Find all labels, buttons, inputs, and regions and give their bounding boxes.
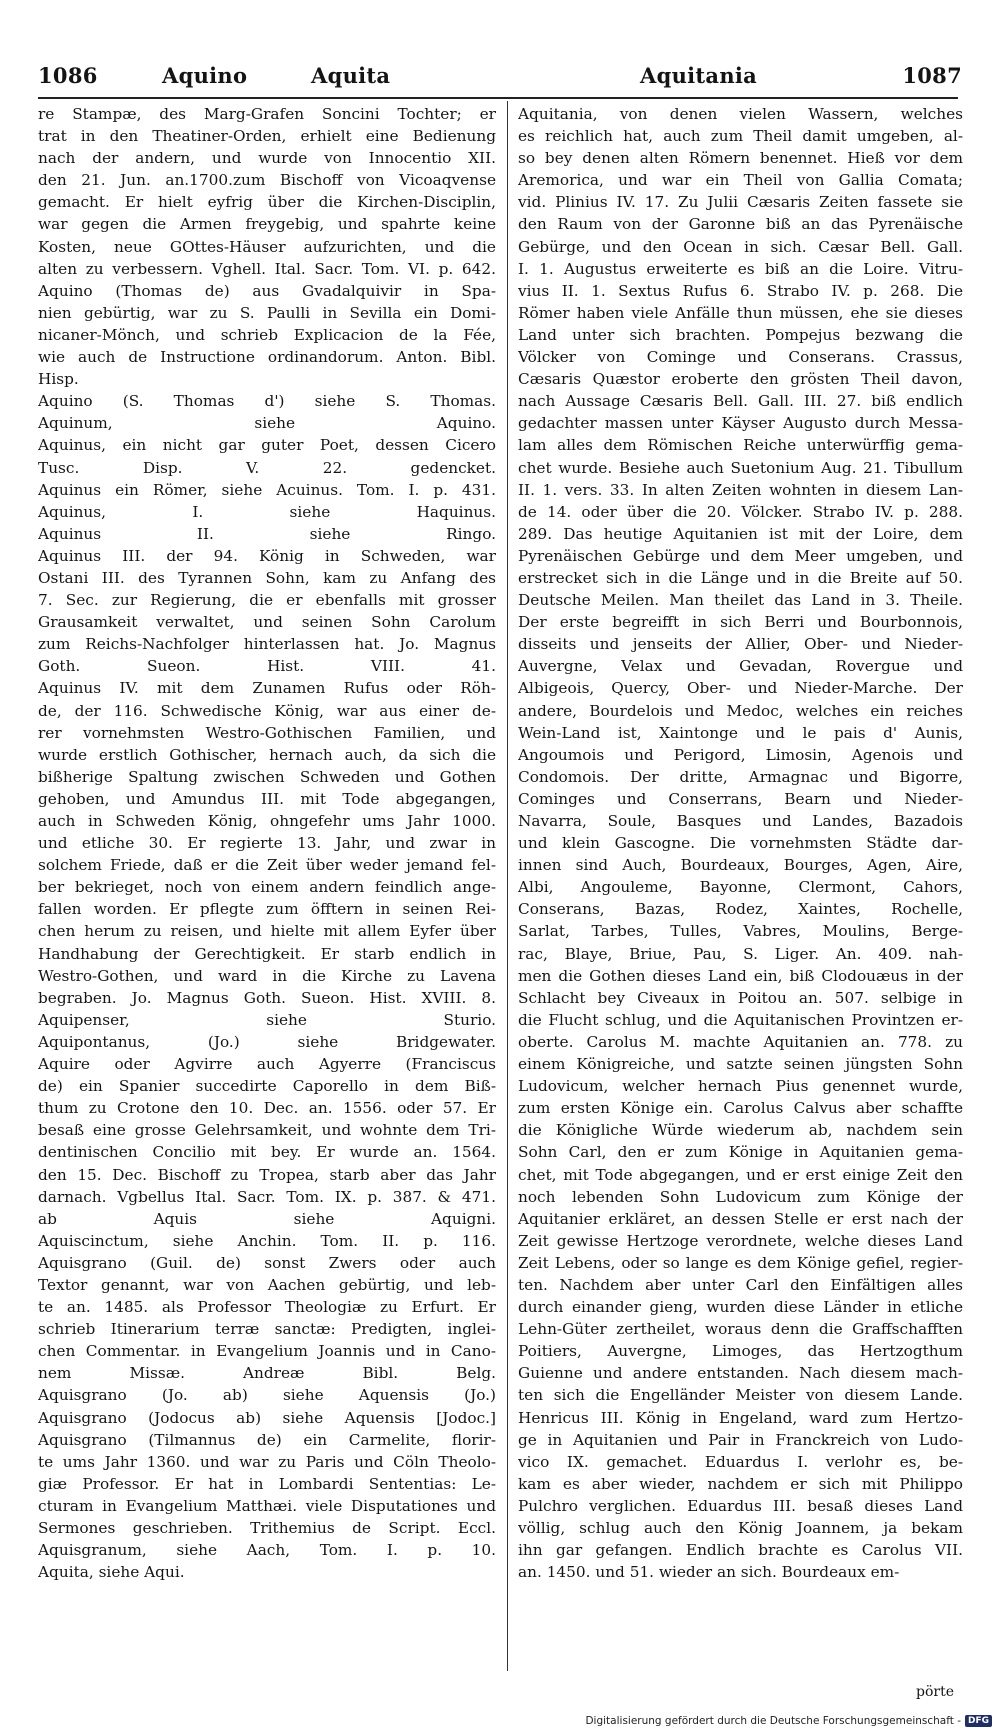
text-line: disseits und jenseits der Allier, Ober- und Nieder- <box>518 635 963 654</box>
text-line: durch einander gieng, wurden diese Länder in etliche <box>518 1298 963 1317</box>
text-line: nicaner-Mönch, und schrieb Explicacion de la Fée, <box>38 325 496 344</box>
text-line: andere, Bourdelois und Medoc, welches ein reiches <box>518 701 963 720</box>
text-line: gedachter massen unter Käyser Augusto durch Messa- <box>518 414 963 433</box>
text-line: Tusc. Disp. V. 22. gedencket. <box>38 458 496 477</box>
text-line: Pyrenäischen Gebürge und dem Meer umgeben, und <box>518 546 963 565</box>
text-line: nem Missæ. Andreæ Bibl. Belg. <box>38 1364 496 1383</box>
text-line: rer vornehmsten Westro-Gothischen Familien, und <box>38 723 496 742</box>
text-line: Lehn-Güter zertheilet, woraus denn die Graffschafften <box>518 1320 963 1339</box>
text-line: Aquire oder Agvirre auch Agyerre (Franciscus <box>38 1055 496 1074</box>
text-line: Aquitanier erkläret, an dessen Stelle er erst nach der <box>518 1209 963 1228</box>
text-line: ge in Aquitanien und Pair in Franckreich von Ludo- <box>518 1430 963 1449</box>
text-line: ten sich die Engelländer Meister von diesem Lande. <box>518 1386 963 1405</box>
text-line: und klein Gascogne. Die vornehmsten Städte dar- <box>518 834 963 853</box>
text-line: so bey denen alten Römern benennet. Hieß vor dem <box>518 149 963 168</box>
text-line: Gebürge, und den Ocean in sich. Cæsar Bell. Gall. <box>518 237 963 256</box>
text-line: I. 1. Augustus erweiterte es biß an die Loire. Vitru- <box>518 259 963 278</box>
text-line: die Königliche Würde wiederum ab, nachdem sein <box>518 1121 963 1140</box>
text-line: trat in den Theatiner-Orden, erhielt eine Bedienung <box>38 127 496 146</box>
text-line: alten zu verbessern. Vghell. Ital. Sacr. Tom. VI. p. 642. <box>38 259 496 278</box>
text-line: war gegen die Armen freygebig, und spahrte keine <box>38 215 496 234</box>
right-running-head: Aquitania <box>640 63 758 88</box>
text-line: Aquisgrano (Guil. de) sonst Zwers oder auch <box>38 1253 496 1272</box>
text-line: de, der 116. Schwedische König, war aus einer de- <box>38 701 496 720</box>
text-line: Der erste begreifft in sich Berri und Bourbonnois, <box>518 613 963 632</box>
text-line: schrieb Itinerarium terræ sanctæ: Predigten, inglei- <box>38 1320 496 1339</box>
text-line: Sarlat, Tarbes, Tulles, Vabres, Moulins, Berge- <box>518 922 963 941</box>
text-line: Aquita, siehe Aqui. <box>38 1563 185 1582</box>
column-divider <box>507 101 508 1671</box>
text-line: erstrecket sich in die Länge und in die Breite auf 50. <box>518 568 963 587</box>
text-line: Aquinus III. der 94. König in Schweden, war <box>38 546 496 565</box>
text-line: Conserans, Bazas, Rodez, Xaintes, Rochelle, <box>518 900 963 919</box>
left-running-head-1: Aquino <box>162 63 248 88</box>
text-line: dentinischen Concilio mit bey. Er wurde an. 1564. <box>38 1143 496 1162</box>
text-line: vid. Plinius IV. 17. Zu Julii Cæsaris Zeiten fassete sie <box>518 193 963 212</box>
footer-credit: Digitalisierung gefördert durch die Deutsche Forschungsgemeinschaft - <box>585 1715 961 1727</box>
text-line: nien gebürtig, war zu S. Paulli in Sevilla ein Domi- <box>38 303 496 322</box>
text-line: Condomois. Der dritte, Armagnac und Bigorre, <box>518 767 963 786</box>
text-line: Aquipontanus, (Jo.) siehe Bridgewater. <box>38 1032 496 1051</box>
text-line: gemacht. Er hielt eyfrig über die Kirchen-Disciplin, <box>38 193 496 212</box>
text-line: zum Reichs-Nachfolger hinterlassen hat. Jo. Magnus <box>38 635 496 654</box>
text-line: fallen worden. Er pflegte zum öfftern in seinen Rei- <box>38 900 496 919</box>
text-line: wie auch de Instructione ordinandorum. Anton. Bibl. <box>38 348 496 367</box>
text-line: cturam in Evangelium Matthæi. viele Disputationes und <box>38 1496 496 1515</box>
text-line: Zeit Lebens, oder so lange es dem Könige gefiel, regier- <box>518 1253 963 1272</box>
text-line: Aquino (S. Thomas d') siehe S. Thomas. <box>38 392 496 411</box>
text-line: chet, mit Tode abgegangen, und er erst einige Zeit den <box>518 1165 963 1184</box>
text-line: Guienne und andere entstanden. Nach diesem mach- <box>518 1364 963 1383</box>
text-line: Cominges und Conserrans, Bearn und Nieder- <box>518 789 963 808</box>
text-line: Handhabung der Gerechtigkeit. Er starb endlich in <box>38 944 496 963</box>
text-line: darnach. Vgbellus Ital. Sacr. Tom. IX. p. 387. & 471. <box>38 1187 496 1206</box>
text-line: ten. Nachdem aber unter Carl den Einfältigen alles <box>518 1275 963 1294</box>
text-line: Textor genannt, war von Aachen gebürtig, und leb- <box>38 1275 496 1294</box>
text-line: Aquinus II. siehe Ringo. <box>38 524 496 543</box>
text-line: 7. Sec. zur Regierung, die er ebenfalls mit grosser <box>38 591 496 610</box>
text-line: Grausamkeit verwaltet, und seinen Sohn Carolum <box>38 613 496 632</box>
text-line: Navarra, Soule, Basques und Landes, Bazadois <box>518 812 963 830</box>
text-line: II. 1. vers. 33. In alten Zeiten wohnten in diesem Lan- <box>518 480 963 499</box>
text-line: Hisp. <box>38 370 79 389</box>
text-line: Aquinus, ein nicht gar guter Poet, dessen Cicero <box>38 436 496 455</box>
text-line: Goth. Sueon. Hist. VIII. 41. <box>38 657 496 676</box>
text-line: Schlacht bey Civeaux in Poitou an. 507. selbige in <box>518 988 963 1007</box>
text-line: völlig, schlug auch den König Joannem, ja bekam <box>518 1519 963 1537</box>
right-page-number: 1087 <box>902 63 962 88</box>
text-line: auch in Schweden König, ohngefehr ums Jahr 1000. <box>38 812 496 830</box>
text-line: 289. Das heutige Aquitanien ist mit der Loire, dem <box>518 524 963 543</box>
text-line: Völcker von Cominge und Conserans. Crassus, <box>518 348 963 367</box>
text-line: Aquino (Thomas de) aus Gvadalquivir in Spa- <box>38 281 496 300</box>
text-line: Aquinus IV. mit dem Zunamen Rufus oder Röh- <box>38 679 496 698</box>
catchword: pörte <box>916 1684 954 1700</box>
text-line: zum ersten Könige ein. Carolus Calvus aber schaffte <box>518 1099 963 1118</box>
text-line: den 21. Jun. an.1700.zum Bischoff von Vicoaqvense <box>38 171 496 190</box>
text-line: Auvergne, Velax und Gevadan, Rovergue und <box>518 657 963 676</box>
footer <box>585 1715 992 1727</box>
text-line: Aquisgrano (Jodocus ab) siehe Aquensis [Jodoc.] <box>38 1408 496 1427</box>
text-line: gehoben, und Amundus III. mit Tode abgegangen, <box>38 789 496 808</box>
text-line: Henricus III. König in Engeland, ward zum Hertzo- <box>518 1408 963 1427</box>
text-line: te ums Jahr 1360. und war zu Paris und Cöln Theolo- <box>38 1452 496 1471</box>
left-page-number: 1086 <box>38 63 98 88</box>
right-column <box>518 103 963 1678</box>
text-line: Cæsaris Quæstor eroberte den grösten Theil davon, <box>518 370 963 389</box>
text-line: re Stampæ, des Marg-Grafen Soncini Tochter; er <box>38 105 496 123</box>
text-line: Deutsche Meilen. Man theilet das Land in 3. Theile. <box>518 591 963 610</box>
text-line: nach der andern, und wurde von Innocentio XII. <box>38 149 496 168</box>
text-line: Land unter sich brachten. Pompejus bezwang die <box>518 325 963 344</box>
text-line: Aquiscinctum, siehe Anchin. Tom. II. p. 116. <box>38 1231 496 1250</box>
text-line: Sohn Carl, den er zum Könige in Aquitanien gema- <box>518 1143 963 1162</box>
text-line: ihn gar gefangen. Endlich brachte es Carolus VII. <box>518 1541 963 1560</box>
text-line: Westro-Gothen, und ward in die Kirche zu Lavena <box>38 966 496 985</box>
text-line: besaß eine grosse Gelehrsamkeit, und wohnte dem Tri- <box>38 1121 496 1140</box>
text-line: Aquinum, siehe Aquino. <box>38 414 496 433</box>
text-line: einem Königreiche, und satzte seinen jüngsten Sohn <box>518 1055 963 1074</box>
page <box>20 55 980 1700</box>
text-line: de) ein Spanier succedirte Caporello in dem Biß- <box>38 1077 496 1096</box>
text-line: Ostani III. des Tyrannen Sohn, kam zu Anfang des <box>38 568 496 587</box>
text-line: kam es aber wieder, nachdem er sich mit Philippo <box>518 1474 963 1493</box>
left-running-head-2: Aquita <box>311 63 391 88</box>
text-line: die Flucht schlug, und die Aquitanischen Provintzen er- <box>518 1010 963 1029</box>
text-line: Aquinus ein Römer, siehe Acuinus. Tom. I. p. 431. <box>38 480 496 499</box>
text-line: chen herum zu reisen, und hielte mit allem Eyfer über <box>38 922 496 941</box>
text-line: Albigeois, Quercy, Ober- und Nieder-Marche. Der <box>518 679 963 698</box>
text-line: Pulchro verglichen. Eduardus III. besaß dieses Land <box>518 1496 963 1515</box>
text-line: solchem Friede, daß er die Zeit über weder jemand fel- <box>38 856 496 875</box>
text-line: innen sind Auch, Bourdeaux, Bourges, Agen, Aire, <box>518 856 963 875</box>
text-line: begraben. Jo. Magnus Goth. Sueon. Hist. XVIII. 8. <box>38 988 496 1007</box>
text-line: wurde erstlich Gothischer, hernach auch, da sich die <box>38 745 496 764</box>
text-line: Ludovicum, welcher hernach Pius genennet wurde, <box>518 1077 963 1096</box>
text-line: te an. 1485. als Professor Theologiæ zu Erfurt. Er <box>38 1298 496 1317</box>
text-line: es reichlich hat, auch zum Theil damit umgeben, al- <box>518 127 963 146</box>
text-line: Aquisgrano (Tilmannus de) ein Carmelite, florir- <box>38 1430 496 1449</box>
text-line: ber bekrieget, noch von einem andern feindlich ange- <box>38 878 496 897</box>
text-line: Aquisgrano (Jo. ab) siehe Aquensis (Jo.) <box>38 1386 496 1405</box>
text-line: vico IX. gemachet. Eduardus I. verlohr es, be- <box>518 1452 963 1471</box>
text-line: und etliche 30. Er regierte 13. Jahr, und zwar in <box>38 834 496 853</box>
text-line: ab Aquis siehe Aquigni. <box>38 1209 496 1228</box>
text-line: Poitiers, Auvergne, Limoges, das Hertzogthum <box>518 1342 963 1361</box>
text-line: Zeit gewisse Hertzoge verordnete, welche dieses Land <box>518 1231 963 1250</box>
text-line: Aremorica, und war ein Theil von Gallia Comata; <box>518 171 963 190</box>
left-column <box>38 103 496 1678</box>
text-line: de 14. oder über die 20. Völcker. Strabo IV. p. 288. <box>518 502 963 521</box>
text-line: Albi, Angouleme, Bayonne, Clermont, Cahors, <box>518 878 963 897</box>
text-line: Aquinus, I. siehe Haquinus. <box>38 502 496 521</box>
text-line: Aquipenser, siehe Sturio. <box>38 1010 496 1029</box>
text-line: nach Aussage Cæsaris Bell. Gall. III. 27. biß endlich <box>518 392 963 411</box>
text-line: men die Gothen dieses Land ein, biß Clodouæus in der <box>518 966 963 985</box>
text-line: Wein-Land ist, Xaintonge und le pais d' Aunis, <box>518 723 963 742</box>
text-line: vius II. 1. Sextus Rufus 6. Strabo IV. p. 268. Die <box>518 281 963 300</box>
text-line: Römer haben viele Anfälle thun müssen, ehe sie dieses <box>518 303 963 322</box>
dfg-logo: DFG <box>965 1715 992 1727</box>
text-line: Angoumois und Perigord, Limosin, Agenois und <box>518 745 963 764</box>
text-line: chen Commentar. in Evangelium Joannis und in Cano- <box>38 1342 496 1361</box>
text-line: oberte. Carolus M. machte Aquitanien an. 778. zu <box>518 1032 963 1051</box>
header-rule <box>38 97 958 99</box>
text-line: chet wurde. Besiehe auch Suetonium Aug. 21. Tibullum <box>518 458 963 477</box>
text-line: Sermones geschrieben. Trithemius de Script. Eccl. <box>38 1519 496 1537</box>
text-line: Aquitania, von denen vielen Wassern, welches <box>518 105 963 123</box>
text-line: den 15. Dec. Bischoff zu Tropea, starb aber das Jahr <box>38 1165 496 1184</box>
text-line: Kosten, neue GOttes-Häuser aufzurichten, und die <box>38 237 496 256</box>
text-line: den Raum von der Garonne biß an das Pyrenäische <box>518 215 963 234</box>
text-line: thum zu Crotone den 10. Dec. an. 1556. oder 57. Er <box>38 1099 496 1118</box>
text-line: an. 1450. und 51. wieder an sich. Bourdeaux em- <box>518 1563 900 1582</box>
text-line: lam alles dem Römischen Reiche unterwürffig gema- <box>518 436 963 455</box>
text-line: giæ Professor. Er hat in Lombardi Sententias: Le- <box>38 1474 496 1493</box>
text-line: Aquisgranum, siehe Aach, Tom. I. p. 10. <box>38 1541 496 1560</box>
text-line: noch lebenden Sohn Ludovicum zum Könige der <box>518 1187 963 1206</box>
text-line: bißherige Spaltung zwischen Schweden und Gothen <box>38 767 496 786</box>
text-line: rac, Blaye, Briue, Pau, S. Liger. An. 409. nah- <box>518 944 963 963</box>
